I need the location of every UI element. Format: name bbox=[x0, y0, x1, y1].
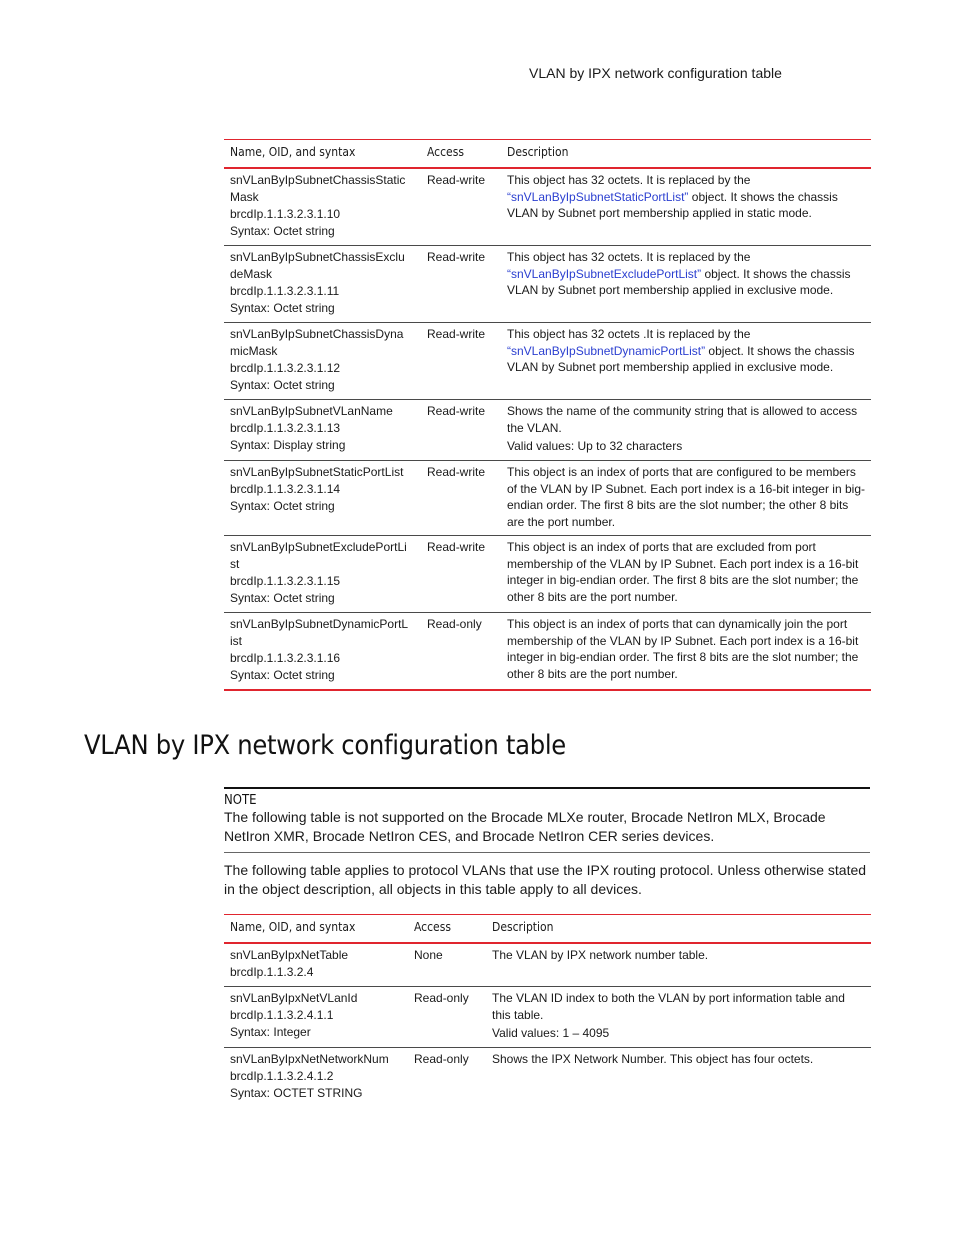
description-cell bbox=[501, 536, 871, 613]
description-text-cont: object. It shows the chassis VLAN by Subnet port membership applied in exclusive mode. bbox=[507, 266, 851, 297]
table-row bbox=[224, 1048, 871, 1108]
description-cell bbox=[501, 613, 871, 691]
note-box bbox=[224, 787, 870, 853]
object-name-cell bbox=[224, 1048, 408, 1108]
object-oid: brcdIp.1.1.3.2.4.1.2 bbox=[230, 1069, 334, 1083]
object-name-cell bbox=[224, 168, 421, 246]
description-cell bbox=[486, 943, 871, 987]
column-header-description: Description bbox=[501, 140, 871, 169]
note-label: NOTE bbox=[224, 793, 257, 808]
access-cell: Read-only bbox=[421, 613, 501, 691]
description-cell bbox=[486, 1048, 871, 1108]
access-cell: Read-only bbox=[408, 987, 486, 1048]
description-text: This object has 32 octets. It is replaced by the bbox=[507, 250, 751, 264]
object-syntax: Syntax: Octet string bbox=[230, 591, 335, 605]
object-name: snVLanByIpSubnetDynamicPortL bbox=[230, 617, 409, 631]
object-name: snVLanByIpSubnetExcludePortLi bbox=[230, 540, 407, 554]
access-cell: Read-write bbox=[421, 323, 501, 400]
table-row bbox=[224, 987, 871, 1048]
object-name-cell bbox=[224, 400, 421, 461]
object-name: snVLanByIpSubnetChassisStatic bbox=[230, 173, 406, 187]
valid-values: Valid values: Up to 32 characters bbox=[507, 439, 683, 453]
object-oid: brcdIp.1.1.3.2.3.1.15 bbox=[230, 574, 341, 588]
object-oid: brcdIp.1.1.3.2.3.1.10 bbox=[230, 207, 341, 221]
column-header-name: Name, OID, and syntax bbox=[224, 140, 421, 169]
description-cell bbox=[501, 400, 871, 461]
description-cell bbox=[501, 246, 871, 323]
description-text: This object has 32 octets. It is replaced by the bbox=[507, 173, 751, 187]
object-name-cont: deMask bbox=[230, 267, 273, 281]
object-syntax: Syntax: OCTET STRING bbox=[230, 1086, 363, 1100]
description-text-cont: object. It shows the chassis VLAN by Subnet port membership applied in static mode. bbox=[507, 189, 838, 220]
object-oid: brcdIp.1.1.3.2.3.1.14 bbox=[230, 482, 341, 496]
object-name-cont: st bbox=[230, 557, 240, 571]
table-row bbox=[224, 168, 871, 246]
object-name-cell bbox=[224, 323, 421, 400]
column-header-name: Name, OID, and syntax bbox=[224, 915, 408, 944]
description-cell bbox=[501, 461, 871, 536]
running-header: VLAN by IPX network configuration table bbox=[529, 65, 782, 81]
table-row bbox=[224, 400, 871, 461]
object-name: snVLanByIpSubnetVLanName bbox=[230, 404, 393, 418]
object-syntax: Syntax: Octet string bbox=[230, 499, 335, 513]
object-syntax: Syntax: Octet string bbox=[230, 378, 335, 392]
object-name: snVLanByIpxNetNetworkNum bbox=[230, 1052, 389, 1066]
access-cell: Read-write bbox=[421, 400, 501, 461]
access-cell: Read-write bbox=[421, 246, 501, 323]
object-name: snVLanByIpxNetVLanId bbox=[230, 991, 358, 1005]
object-oid: brcdIp.1.1.3.2.4.1.1 bbox=[230, 1008, 334, 1022]
object-syntax: Syntax: Octet string bbox=[230, 224, 335, 238]
object-name-cell bbox=[224, 246, 421, 323]
object-name-cell bbox=[224, 943, 408, 987]
object-name-cell bbox=[224, 536, 421, 613]
description-text-cont: object. It shows the chassis VLAN by Subnet port membership applied in exclusive mode. bbox=[507, 343, 855, 374]
object-name: snVLanByIpSubnetChassisDyna bbox=[230, 327, 404, 341]
table-header-row bbox=[224, 915, 871, 944]
description-text: The VLAN by IPX network number table. bbox=[492, 948, 709, 962]
table-row bbox=[224, 943, 871, 987]
description-text: Shows the IPX Network Number. This object has four octets. bbox=[492, 1052, 814, 1066]
object-syntax: Syntax: Display string bbox=[230, 438, 346, 452]
access-cell: None bbox=[408, 943, 486, 987]
object-syntax: Syntax: Octet string bbox=[230, 668, 335, 682]
table-row bbox=[224, 536, 871, 613]
object-oid: brcdIp.1.1.3.2.3.1.16 bbox=[230, 651, 341, 665]
access-cell: Read-write bbox=[421, 461, 501, 536]
object-oid: brcdIp.1.1.3.2.3.1.11 bbox=[230, 284, 340, 298]
mib-table-ip-subnet bbox=[224, 139, 871, 691]
object-cross-reference-link[interactable]: “snVLanByIpSubnetStaticPortList” bbox=[507, 189, 689, 204]
table-row bbox=[224, 613, 871, 691]
description-text: This object has 32 octets .It is replaced by the bbox=[507, 327, 751, 341]
object-name-cell bbox=[224, 613, 421, 691]
table-row bbox=[224, 246, 871, 323]
table-row bbox=[224, 323, 871, 400]
object-oid: brcdIp.1.1.3.2.3.1.12 bbox=[230, 361, 341, 375]
intro-paragraph: The following table applies to protocol VLANs that use the IPX routing protocol. Unless otherwise stated in the object description, all objects in this table apply to all devices. bbox=[224, 862, 867, 897]
object-syntax: Syntax: Octet string bbox=[230, 301, 335, 315]
column-header-description: Description bbox=[486, 915, 871, 944]
description-text: The VLAN ID index to both the VLAN by port information table and this table. bbox=[492, 991, 845, 1022]
object-name: snVLanByIpSubnetChassisExclu bbox=[230, 250, 405, 264]
object-name-cell bbox=[224, 987, 408, 1048]
object-cross-reference-link[interactable]: “snVLanByIpSubnetDynamicPortList” bbox=[507, 343, 706, 358]
object-oid: brcdIp.1.1.3.2.3.1.13 bbox=[230, 421, 341, 435]
table-header-row bbox=[224, 140, 871, 169]
description-text: This object is an index of ports that can dynamically join the port membership of the VLAN by IP Subnet. Each port index is a 16-bit integer in big-endian order. The first 8 bits are the slot number; the other 8 bits are the port number. bbox=[507, 617, 859, 681]
column-header-access: Access bbox=[421, 140, 501, 169]
access-cell: Read-write bbox=[421, 536, 501, 613]
description-cell bbox=[486, 987, 871, 1048]
access-cell: Read-write bbox=[421, 168, 501, 246]
description-cell bbox=[501, 323, 871, 400]
object-cross-reference-link[interactable]: “snVLanByIpSubnetExcludePortList” bbox=[507, 266, 702, 281]
object-name: snVLanByIpSubnetStaticPortList bbox=[230, 465, 404, 479]
description-cell bbox=[501, 168, 871, 246]
object-name-cont: Mask bbox=[230, 190, 259, 204]
column-header-access: Access bbox=[408, 915, 486, 944]
section-heading: VLAN by IPX network configuration table bbox=[84, 730, 566, 761]
object-name: snVLanByIpxNetTable bbox=[230, 948, 349, 962]
access-cell: Read-only bbox=[414, 1052, 469, 1066]
mib-table-ipx-network bbox=[224, 914, 871, 1107]
object-name-cell bbox=[224, 461, 421, 536]
object-syntax: Syntax: Integer bbox=[230, 1025, 311, 1039]
valid-values: Valid values: 1 – 4095 bbox=[492, 1026, 610, 1040]
object-name-cont: ist bbox=[230, 634, 242, 648]
note-text: The following table is not supported on the Brocade MLXe router, Brocade NetIron MLX, Brocade NetIron XMR, Brocade NetIron CES, and Brocade NetIron CER series devices. bbox=[224, 809, 826, 844]
object-name-cont: micMask bbox=[230, 344, 278, 358]
description-text: This object is an index of ports that are configured to be members of the VLAN by IP Subnet. Each port index is a 16-bit integer in big-endian order. The first 8 bits are the slot number; the other 8 bits are the port number. bbox=[507, 465, 865, 529]
description-text: Shows the name of the community string that is allowed to access the VLAN. bbox=[507, 404, 858, 435]
description-text: This object is an index of ports that are excluded from port membership of the VLAN by IP Subnet. Each port index is a 16-bit integer in big-endian order. The first 8 bits are the slot number; the other 8 bits are the port number. bbox=[507, 540, 859, 604]
object-oid: brcdIp.1.1.3.2.4 bbox=[230, 965, 314, 979]
table-row bbox=[224, 461, 871, 536]
